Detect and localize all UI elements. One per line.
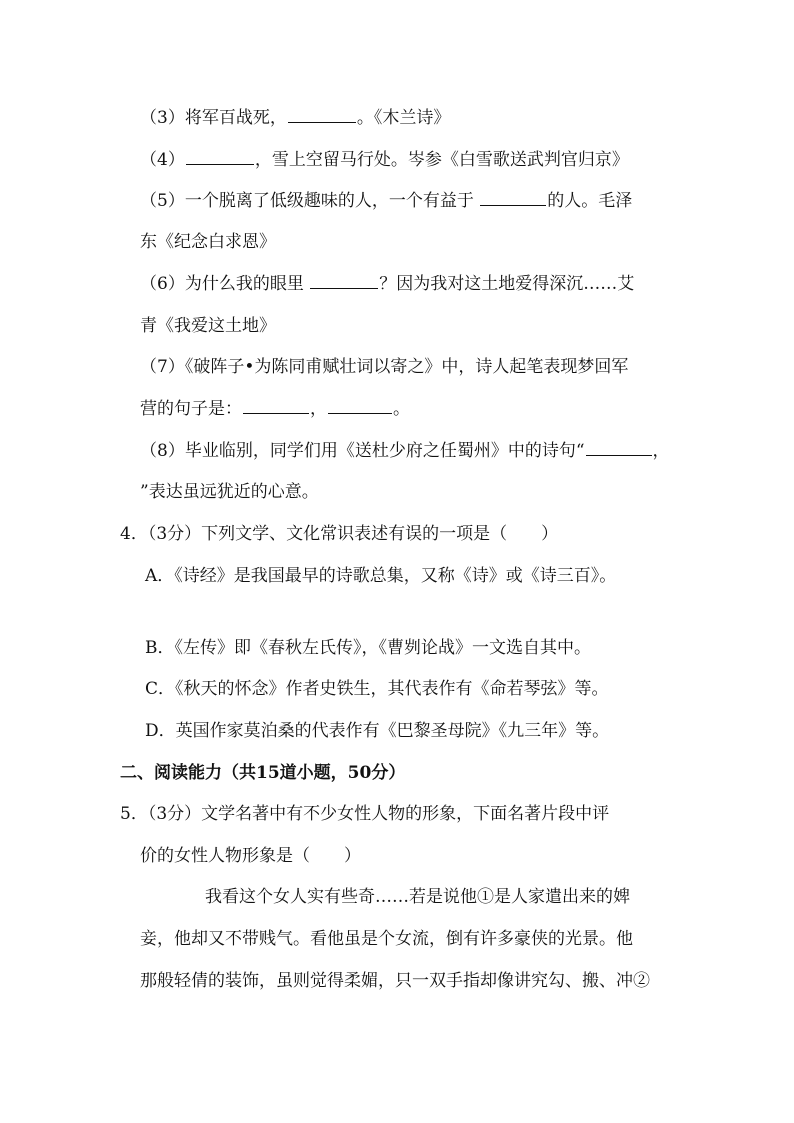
item-3-text: （3）将军百战死， xyxy=(140,108,287,128)
comma: ， xyxy=(652,441,670,461)
fill-item-7: （7）《破阵子•为陈同甫赋壮词以寄之》中，诗人起笔表现梦回军 xyxy=(140,357,629,377)
question-5-stem: 5．（3分）文学名著中有不少女性人物的形象，下面名著片段中评 xyxy=(120,804,610,824)
period: 。 xyxy=(393,399,410,419)
answer-blank[interactable] xyxy=(310,273,378,289)
answer-blank[interactable] xyxy=(288,107,356,123)
question-5-stem-cont: 价的女性人物形象是（ ） xyxy=(140,846,361,866)
question-4-option-d[interactable]: D．英国作家莫泊桑的代表作有《巴黎圣母院》《九三年》等。 xyxy=(145,721,610,741)
question-4-option-b[interactable]: B．《左传》即《春秋左氏传》，《曹刿论战》一文选自其中。 xyxy=(145,638,591,658)
question-4-stem: 4．（3分）下列文学、文化常识表述有误的一项是（ ） xyxy=(120,524,559,544)
item-6-text: （6）为什么我的眼里 xyxy=(140,274,310,294)
item-3-source: 。《木兰诗》 xyxy=(356,108,451,128)
item-5-text-end: 的人。毛泽 xyxy=(547,191,633,211)
fill-item-8 xyxy=(140,440,670,462)
answer-blank[interactable] xyxy=(243,398,309,414)
item-5-text: （5）一个脱离了低级趣味的人，一个有益于 xyxy=(140,191,480,211)
item-7-text: 营的句子是： xyxy=(140,399,242,419)
answer-blank[interactable] xyxy=(186,149,254,165)
answer-blank[interactable] xyxy=(328,398,392,414)
passage-line: 那般轻倩的装饰，虽则觉得柔媚，只一双手指却像讲究勾、搬、冲② xyxy=(140,971,650,991)
fill-item-8-cont: ”表达虽远犹近的心意。 xyxy=(140,482,319,502)
answer-blank[interactable] xyxy=(480,190,546,206)
comma: ， xyxy=(310,399,327,419)
section-2-heading: 二、阅读能力（共15道小题，50分） xyxy=(120,763,406,783)
fill-item-7-cont xyxy=(140,398,410,420)
fill-item-6 xyxy=(140,273,634,295)
fill-item-3 xyxy=(140,107,450,129)
fill-item-6-cont: 青《我爱这土地》 xyxy=(140,316,276,336)
question-4-option-c[interactable]: C．《秋天的怀念》作者史铁生，其代表作有《命若琴弦》等。 xyxy=(145,679,609,699)
fill-item-5-cont: 东《纪念白求恩》 xyxy=(140,232,276,252)
passage-line: 妾，他却又不带贱气。看他虽是个女流，倒有许多豪侠的光景。他 xyxy=(140,929,633,949)
fill-item-5 xyxy=(140,190,632,212)
question-4-option-a[interactable]: A．《诗经》是我国最早的诗歌总集，又称《诗》或《诗三百》。 xyxy=(145,566,617,586)
item-4-label: （4） xyxy=(140,150,185,170)
answer-blank[interactable] xyxy=(586,440,652,456)
item-6-text-end: ？因为我对这土地爱得深沉……艾 xyxy=(379,274,635,294)
fill-item-4 xyxy=(140,149,629,171)
passage-line: 我看这个女人实有些奇……若是说他①是人家遣出来的婢 xyxy=(205,887,630,907)
item-4-text: ，雪上空留马行处。岑参《白雪歌送武判官归京》 xyxy=(254,150,629,170)
item-8-text: （8）毕业临别，同学们用《送杜少府之任蜀州》中的诗句“ xyxy=(140,441,585,461)
